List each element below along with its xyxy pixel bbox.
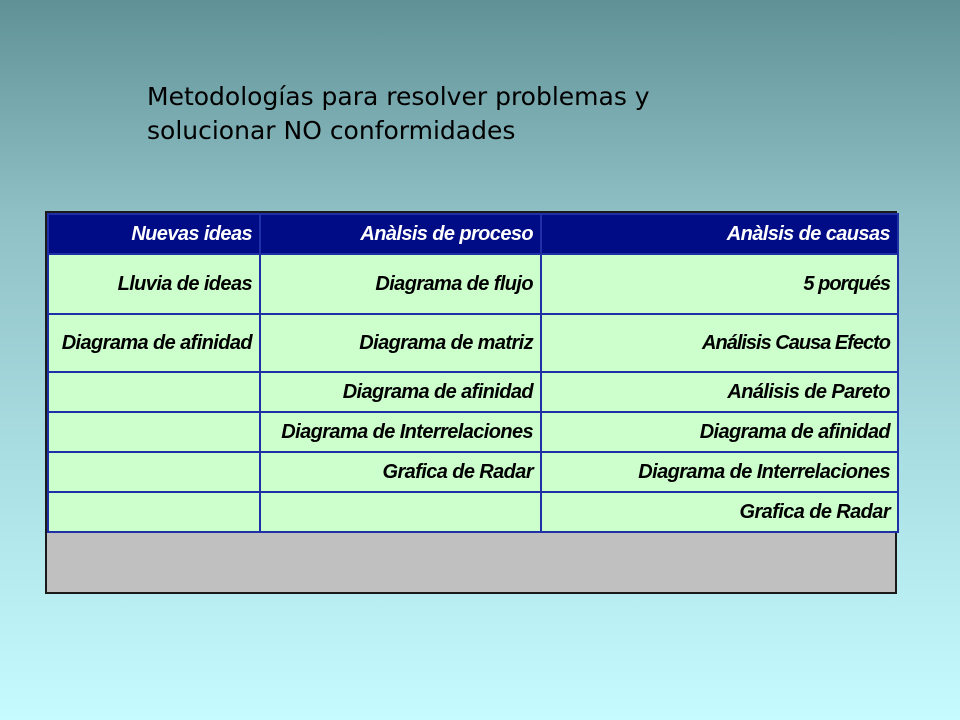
slide-title-line-1: Metodologías para resolver problemas y — [147, 82, 650, 111]
methods-table — [47, 213, 899, 533]
table-cell: Diagrama de matriz — [260, 314, 541, 372]
table-cell — [260, 492, 541, 532]
table-cell — [48, 412, 260, 452]
table-cell: Grafica de Radar — [260, 452, 541, 492]
table-header-row — [48, 214, 898, 254]
table-cell: Lluvia de ideas — [48, 254, 260, 314]
table-row — [48, 412, 898, 452]
header-analisis-de-causas: Anàlsis de causas — [541, 214, 898, 254]
table-cell: Grafica de Radar — [541, 492, 898, 532]
table-cell: Análisis de Pareto — [541, 372, 898, 412]
methods-table-frame — [45, 211, 897, 594]
table-cell — [48, 492, 260, 532]
table-cell: Diagrama de afinidad — [48, 314, 260, 372]
slide-title-line-2: solucionar NO conformidades — [147, 116, 516, 145]
table-cell: Diagrama de flujo — [260, 254, 541, 314]
table-cell — [48, 372, 260, 412]
table-cell-highlight: Análisis Causa Efecto — [541, 314, 898, 372]
table-row — [48, 452, 898, 492]
table-row — [48, 314, 898, 372]
header-analisis-de-proceso: Anàlsis de proceso — [260, 214, 541, 254]
table-cell: Diagrama de afinidad — [541, 412, 898, 452]
slide-title — [147, 80, 787, 148]
table-cell: Diagrama de afinidad — [260, 372, 541, 412]
table-row — [48, 372, 898, 412]
table-cell: Diagrama de Interrelaciones — [541, 452, 898, 492]
table-cell-highlight: 5 porqués — [541, 254, 898, 314]
header-nuevas-ideas: Nuevas ideas — [48, 214, 260, 254]
table-row — [48, 254, 898, 314]
table-cell: Diagrama de Interrelaciones — [260, 412, 541, 452]
table-row — [48, 492, 898, 532]
table-cell — [48, 452, 260, 492]
